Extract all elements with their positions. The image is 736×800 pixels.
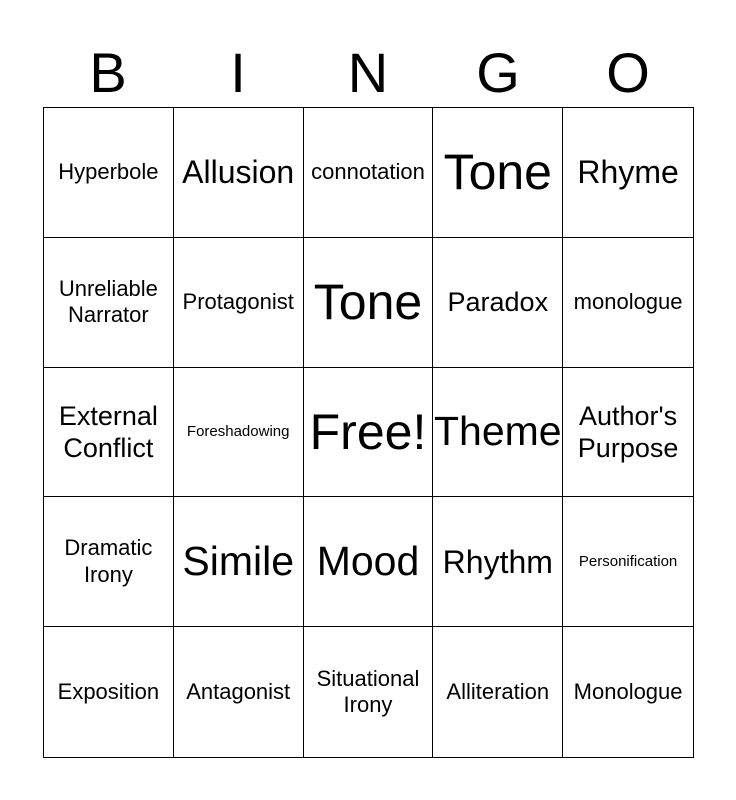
cell-label: Personification [578,552,678,570]
header-letter-o: O [606,41,650,104]
bingo-header [43,40,693,106]
header-letter-g: G [476,41,520,104]
bingo-cell[interactable] [433,108,563,238]
bingo-cell[interactable] [174,108,304,238]
cell-label: monologue [573,289,683,314]
bingo-cell[interactable] [433,238,563,368]
bingo-cell[interactable] [44,627,174,757]
bingo-board [43,107,694,758]
bingo-cell[interactable] [304,238,434,368]
bingo-cell[interactable] [563,238,693,368]
cell-label: Rhythm [442,543,553,580]
header-letter-n: N [347,41,389,104]
bingo-cell[interactable] [44,497,174,627]
bingo-cell[interactable] [44,368,174,498]
bingo-cell[interactable] [304,627,434,757]
bingo-cell[interactable] [433,497,563,627]
bingo-cell[interactable] [44,238,174,368]
cell-label: Rhyme [577,154,679,191]
cell-label: Hyperbole [58,159,159,185]
header-letter-i: I [230,41,246,104]
bingo-cell[interactable] [304,497,434,627]
bingo-cell[interactable] [44,108,174,238]
bingo-cell[interactable] [174,627,304,757]
bingo-cell[interactable] [563,627,693,757]
free-space-label: Free! [309,403,427,460]
cell-label: connotation [311,159,425,185]
bingo-cell[interactable] [174,238,304,368]
header-letter-b: B [89,41,127,104]
cell-label: Monologue [573,678,683,704]
free-space[interactable] [304,368,434,498]
bingo-cell[interactable] [563,108,693,238]
cell-label: Situational Irony [316,665,420,718]
cell-label: Simile [182,538,295,585]
bingo-cell[interactable] [174,497,304,627]
cell-label: Mood [316,538,420,585]
cell-label: Unreliable Narrator [58,275,158,328]
bingo-cell[interactable] [433,627,563,757]
cell-label: Protagonist [182,289,294,314]
bingo-cell[interactable] [304,108,434,238]
bingo-cell[interactable] [174,368,304,498]
cell-label: Author's Purpose [577,400,679,463]
cell-label: Tone [313,274,423,331]
cell-label: Alliteration [446,678,550,704]
cell-label: Paradox [447,287,549,317]
cell-label: Tone [443,144,552,201]
bingo-cell[interactable] [563,497,693,627]
bingo-cell[interactable] [433,368,563,498]
cell-label: Dramatic Irony [64,535,153,587]
cell-label: Foreshadowing [186,422,290,440]
cell-label: Antagonist [186,678,291,704]
cell-label: Theme [433,408,562,455]
cell-label: External Conflict [58,400,158,463]
cell-label: Allusion [182,154,295,191]
bingo-cell[interactable] [563,368,693,498]
cell-label: Exposition [57,678,160,704]
